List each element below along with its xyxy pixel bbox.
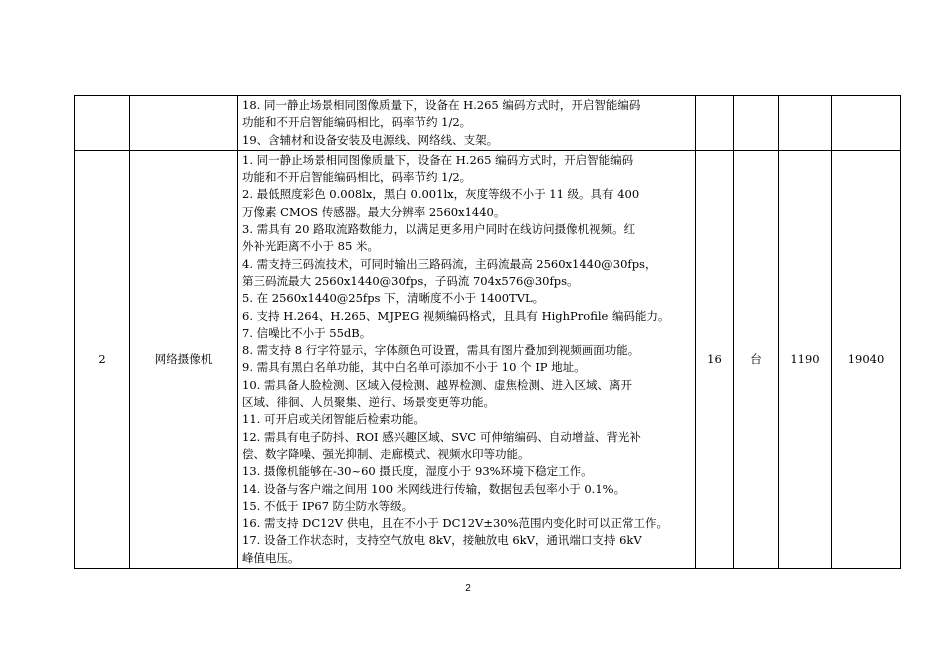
item-unit-price: 1190 xyxy=(779,150,832,568)
continued-description xyxy=(238,96,696,151)
cell-total-empty xyxy=(832,96,901,151)
desc-line: 区域、徘徊、人员聚集、逆行、场景变更等功能。 xyxy=(242,395,495,410)
desc-line: 11. 可开启或关闭智能后检索功能。 xyxy=(242,412,425,427)
item-total: 19040 xyxy=(832,150,901,568)
desc-line: 功能和不开启智能编码相比，码率节约 1/2。 xyxy=(242,115,472,130)
desc-line: 10. 需具备人脸检测、区域入侵检测、越界检测、虚焦检测、进入区域、离开 xyxy=(242,377,632,392)
desc-line: 3. 需具有 20 路取流路数能力，以满足更多用户同时在线访问摄像机视频。红 xyxy=(242,222,636,237)
desc-line: 7. 信噪比不小于 55dB。 xyxy=(242,325,372,340)
desc-line: 16. 需支持 DC12V 供电，且在不小于 DC12V±30%范围内变化时可以正常工作。 xyxy=(242,516,669,531)
desc-line: 偿、数字降噪、强光抑制、走廊模式、视频水印等功能。 xyxy=(242,446,530,461)
cell-name-empty xyxy=(130,96,238,151)
cell-price-empty xyxy=(779,96,832,151)
desc-line: 18. 同一静止场景相同图像质量下，设备在 H.265 编码方式时，开启智能编码 xyxy=(242,98,641,112)
item-row xyxy=(75,150,901,568)
page-number: 2 xyxy=(465,583,471,594)
desc-line: 外补光距离不小于 85 米。 xyxy=(242,239,379,254)
desc-line: 功能和不开启智能编码相比，码率节约 1/2。 xyxy=(242,170,472,185)
desc-line: 峰值电压。 xyxy=(242,550,300,565)
desc-line: 2. 最低照度彩色 0.008lx，黑白 0.001lx，灰度等级不小于 11 级。具有 400 xyxy=(242,187,640,202)
item-description xyxy=(238,150,696,568)
desc-line: 9. 需具有黑白名单功能，其中白名单可添加不小于 10 个 IP 地址。 xyxy=(242,360,586,375)
desc-line: 13. 摄像机能够在-30~60 摄氏度，湿度小于 93%环境下稳定工作。 xyxy=(242,464,593,479)
continued-row xyxy=(75,96,901,151)
desc-line: 12. 需具有电子防抖、ROI 感兴趣区域、SVC 可伸缩编码、自动增益、背光补 xyxy=(242,429,641,444)
spec-table xyxy=(74,95,901,569)
item-name: 网络摄像机 xyxy=(130,150,238,568)
desc-line: 17. 设备工作状态时，支持空气放电 8kV，接触放电 6kV，通讯端口支持 6kV xyxy=(242,533,642,548)
desc-line: 14. 设备与客户端之间用 100 米网线进行传输，数据包丢包率小于 0.1%。 xyxy=(242,481,626,496)
desc-line: 5. 在 2560x1440@25fps 下，清晰度不小于 1400TVL。 xyxy=(242,291,545,306)
desc-line: 8. 需支持 8 行字符显示，字体颜色可设置，需具有图片叠加到视频画面功能。 xyxy=(242,343,640,358)
desc-line: 4. 需支持三码流技术，可同时输出三路码流，主码流最高 2560x1440@30fps， xyxy=(242,256,657,271)
desc-line: 15. 不低于 IP67 防尘防水等级。 xyxy=(242,498,414,513)
cell-quantity-empty xyxy=(696,96,734,151)
desc-line: 第三码流最大 2560x1440@30fps，子码流 704x576@30fps。 xyxy=(242,273,579,288)
desc-line: 万像素 CMOS 传感器。最大分辨率 2560x1440。 xyxy=(242,204,506,219)
desc-line: 6. 支持 H.264、H.265、MJPEG 视频编码格式，且具有 HighProfile 编码能力。 xyxy=(242,308,670,323)
desc-line: 19、含辅材和设备安装及电源线、网络线、支架。 xyxy=(242,132,499,147)
item-unit: 台 xyxy=(734,150,779,568)
item-quantity: 16 xyxy=(696,150,734,568)
cell-index-empty xyxy=(75,96,130,151)
cell-unit-empty xyxy=(734,96,779,151)
desc-line: 1. 同一静止场景相同图像质量下，设备在 H.265 编码方式时，开启智能编码 xyxy=(242,152,634,167)
item-index: 2 xyxy=(75,150,130,568)
